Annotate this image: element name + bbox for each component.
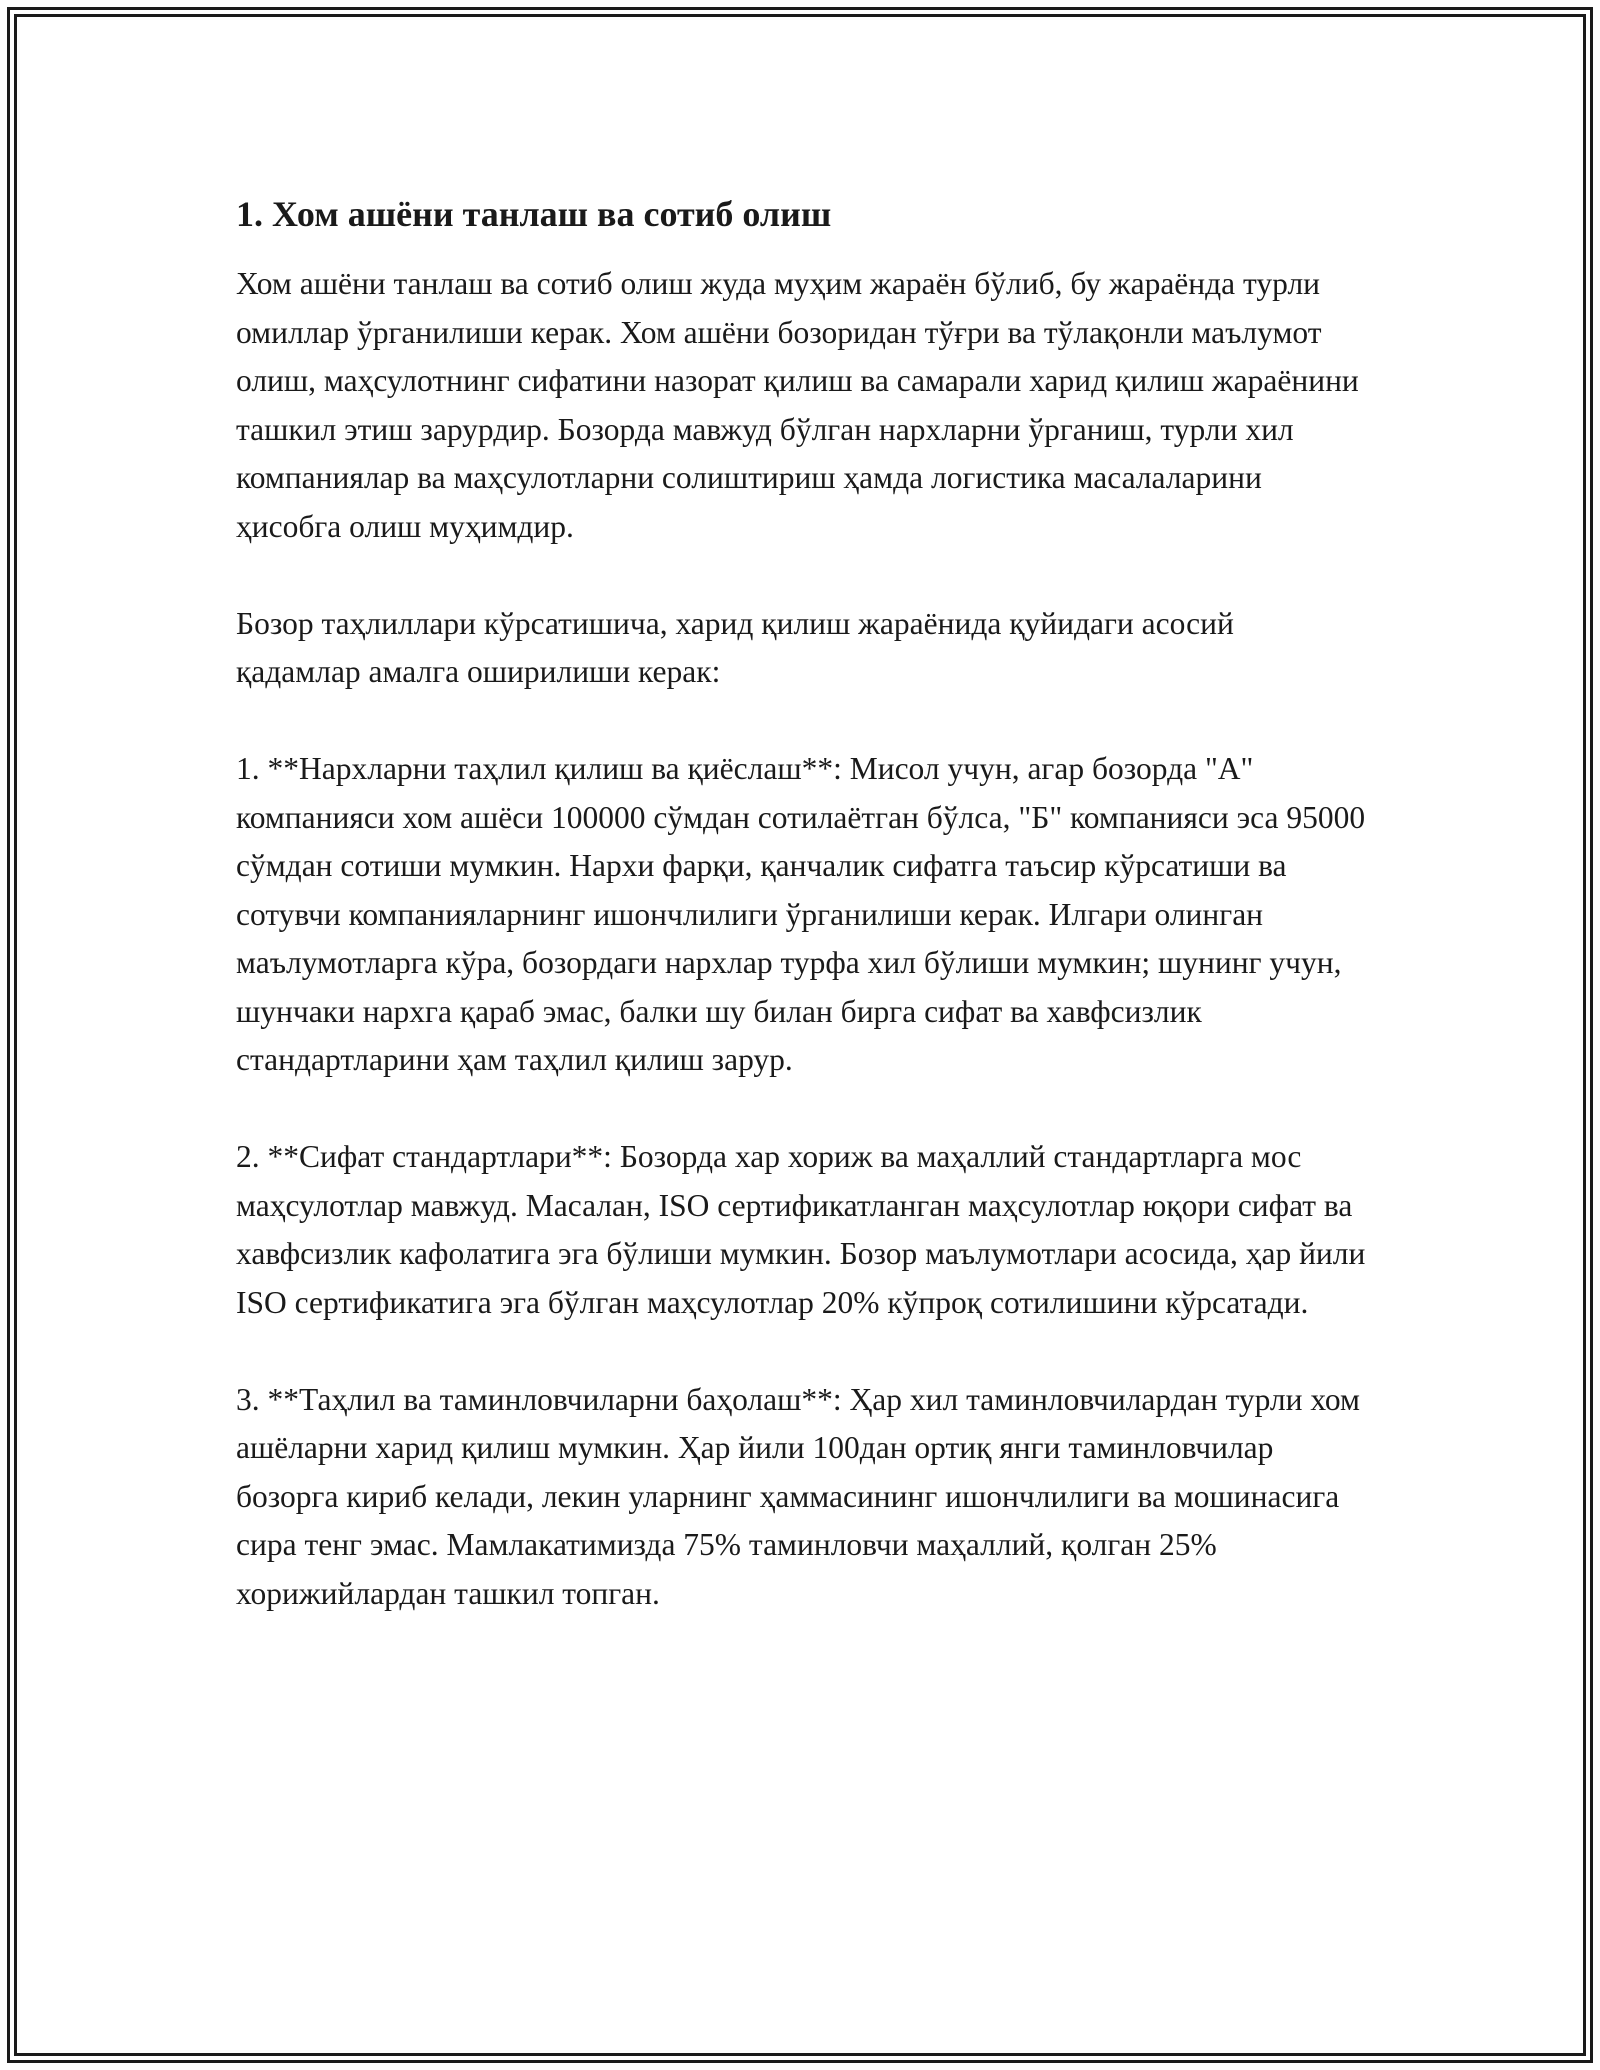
- paragraph-market-analysis: Бозор таҳлиллари кўрсатишича, харид қилиш жараёнида қуйидаги асосий қадамлар амалга оширилиши керак:: [236, 605, 1234, 689]
- list-item-price-analysis: 1. **Нархларни таҳлил қилиш ва қиёслаш**: Мисол учун, агар бозорда "А" компанияси хом ашёси 100000 сўмдан сотилаётган бўлса, "Б" компанияси эса 95000 сўмдан сотиши мумкин. Нархи фарқи, қанчалик сифатга таъсир кўрсатиши ва сотувчи компанияларнинг ишончлилиги ўрганилиши керак. Илгари олинган маълумотларга кўра, бозордаги нархлар турфа хил бўлиши мумкин; шунинг учун, шунчаки нархга қараб эмас, балки шу билан бирга сифат ва хавфсизлик стандартларини ҳам таҳлил қилиш зарур.: [236, 751, 1366, 1077]
- paragraph-intro: Хом ашёни танлаш ва сотиб олиш жуда муҳим жараён бўлиб, бу жараёнда турли омиллар ўрганилиши керак. Хом ашёни бозоридан тўғри ва тўлақонли маълумот олиш, маҳсулотнинг сифатини назорат қилиш ва самарали харид қилиш жараёнини ташкил этиш зарурдир. Бозорда мавжуд бўлган нархларни ўрганиш, турли хил компаниялар ва маҳсулотларни солиштириш ҳамда логистика масалаларини ҳисобга олиш муҳимдир.: [236, 266, 1359, 544]
- section-heading: 1. Хом ашёни танлаш ва сотиб олиш: [236, 194, 832, 234]
- list-item-quality-standards: 2. **Сифат стандартлари**: Бозорда хар хориж ва маҳаллий стандартларга мос маҳсулотлар мавжуд. Масалан, ISO сертификатланган маҳсулотлар юқори сифат ва хавфсизлик кафолатига эга бўлиши мумкин. Бозор маълумотлари асосида, ҳар йили ISO сертификатига эга бўлган маҳсулотлар 20% кўпроқ сотилишини кўрсатади.: [236, 1139, 1366, 1320]
- list-item-supplier-evaluation: 3. **Таҳлил ва таминловчиларни баҳолаш**: Ҳар хил таминловчилардан турли хом ашёларни харид қилиш мумкин. Ҳар йили 100дан ортиқ янги таминловчилар бозорга кириб келади, лекин уларнинг ҳаммасининг ишончлилиги ва мошинасига сира тенг эмас. Мамлакатимизда 75% таминловчи маҳаллий, қолган 25% хорижийлардан ташкил топган.: [236, 1381, 1360, 1611]
- document-body: [236, 188, 1366, 1667]
